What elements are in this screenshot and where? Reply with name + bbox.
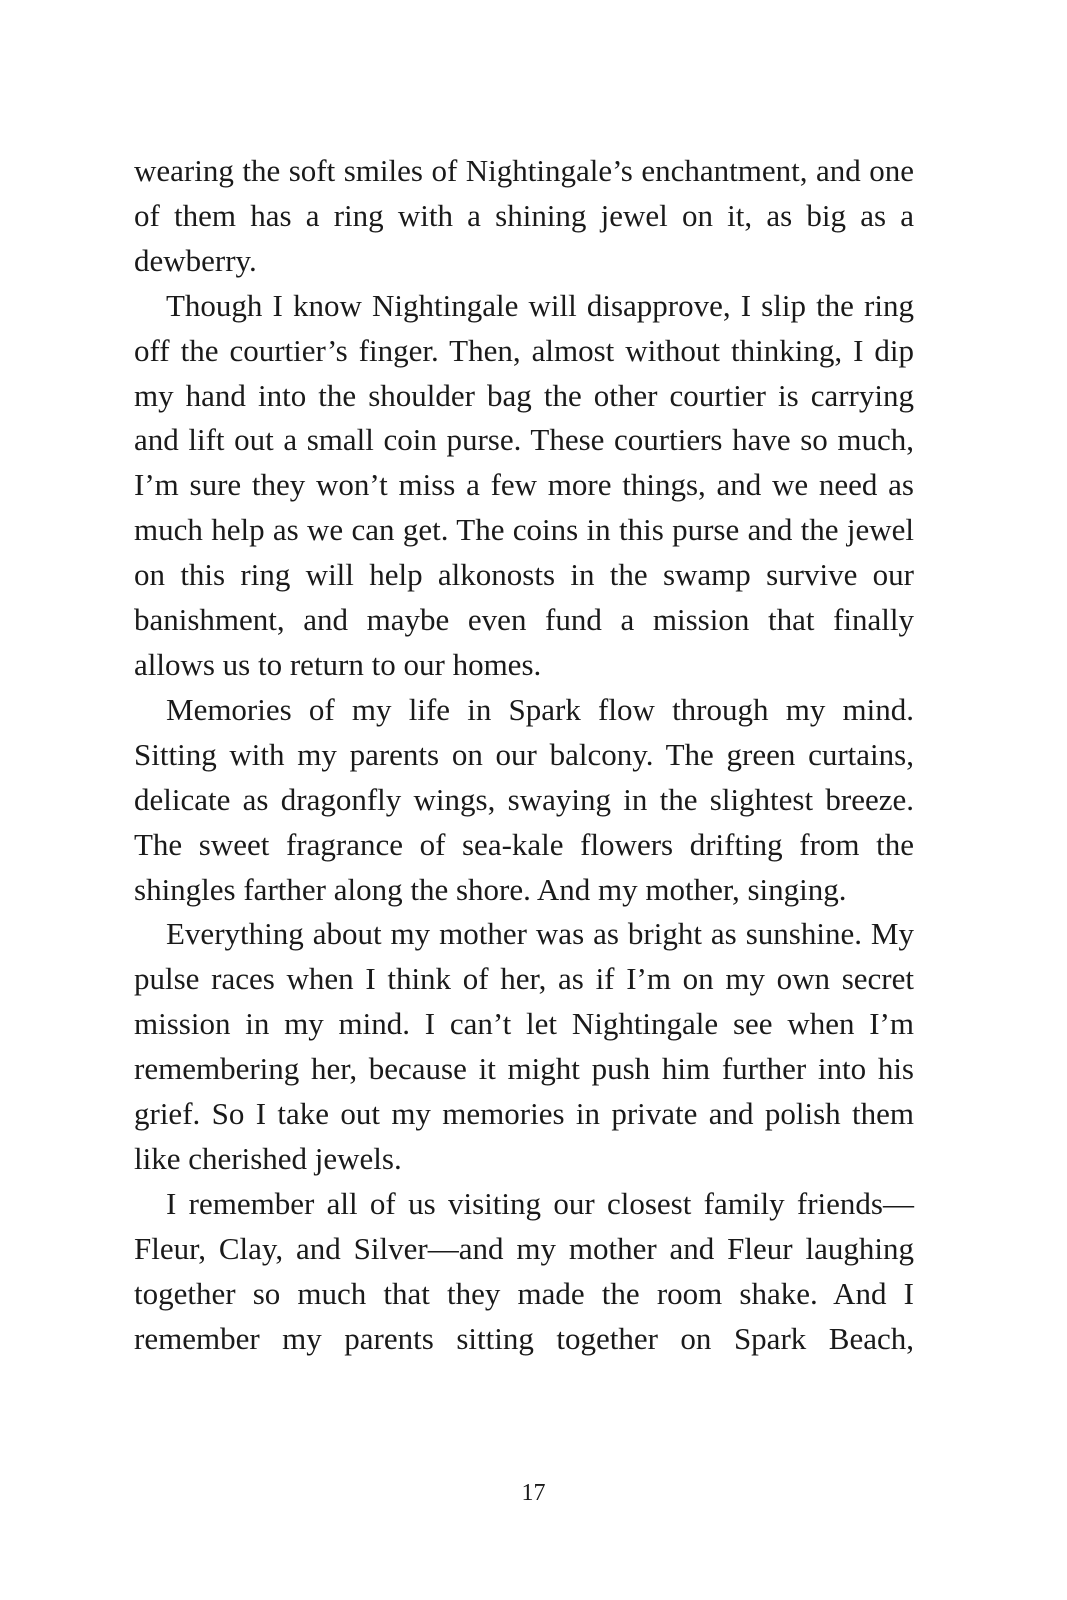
paragraph-family-friends: I remember all of us visiting our closest family friends—Fleur, Clay, and Silver—and my mother and Fleur laughing together so much that they made the room shake. And I remember my parents sitting together on Spark Beach,: [134, 1185, 914, 1356]
page-number: 17: [521, 1480, 546, 1506]
paragraph-memories-of-spark: Memories of my life in Spark flow through my mind. Sitting with my parents on our balcony. The green curtains, delicate as dragonfly wings, swaying in the slightest breeze. The sweet fragrance of sea-kale flowers drifting from the shingles farther along the shore. And my mother, singing.: [134, 691, 914, 907]
body-text: [134, 149, 914, 1361]
paragraph-continued: wearing the soft smiles of Nightingale’s enchantment, and one of them has a ring with a shining jewel on it, as big as a dewberry.: [134, 153, 914, 278]
paragraph-ring-theft: Though I know Nightingale will disapprove, I slip the ring off the courtier’s finger. Then, almost without thinking, I dip my hand into the shoulder bag the other courtier is carrying and lift out a small coin purse. These courtiers have so much, I’m sure they won’t miss a few more things, and we need as much help as we can get. The coins in this purse and the jewel on this ring will help alkonosts in the swamp survive our banishment, and maybe even fund a mission that finally allows us to return to our homes.: [134, 287, 914, 682]
paragraph-mother-sunshine: Everything about my mother was as bright as sunshine. My pulse races when I think of her, as if I’m on my own secret mission in my mind. I can’t let Nightingale see when I’m remembering her, because it might push him further into his grief. So I take out my memories in private and polish them like cherished jewels.: [134, 916, 914, 1176]
